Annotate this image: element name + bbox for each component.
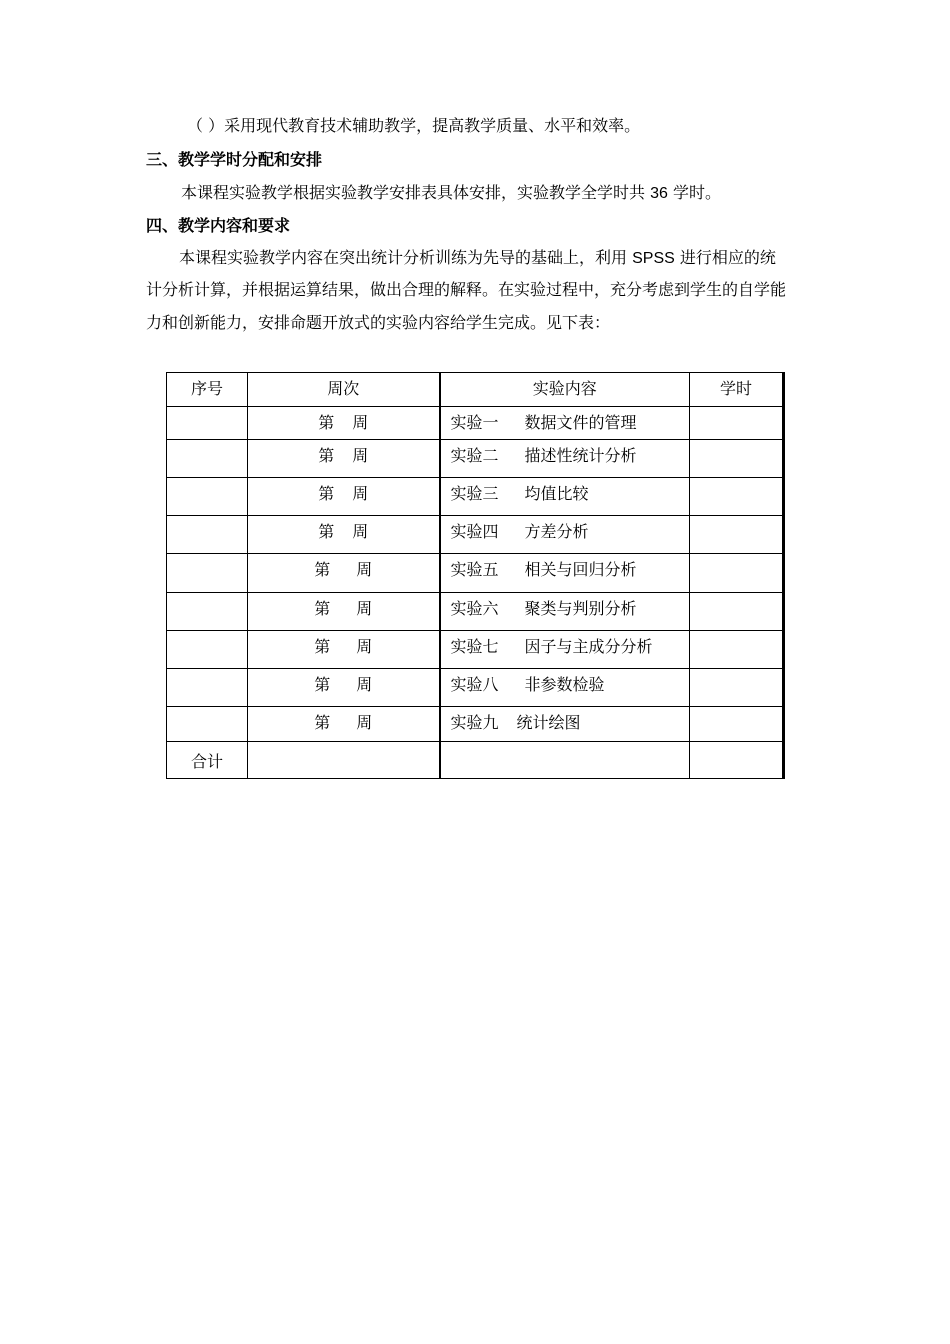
content-cell: 实验五 相关与回归分析	[440, 554, 690, 593]
week-cell: 第 周	[248, 593, 440, 631]
section-4-line-1-b: 进行相应的统	[679, 248, 776, 267]
header-hours: 学时	[690, 373, 784, 407]
content-cell: 实验八 非参数检验	[440, 669, 690, 707]
section-4-line-1	[179, 248, 776, 269]
table-row	[167, 554, 784, 593]
experiment-schedule-table	[166, 372, 785, 779]
week-cell: 第 周	[248, 707, 440, 742]
section-3-body-text-a: 本课程实验教学根据实验教学安排表具体安排，实验教学全学时共	[181, 183, 646, 202]
table-header-row	[167, 373, 784, 407]
hours-cell	[690, 440, 784, 478]
section-4-line-1-a: 本课程实验教学内容在突出统计分析训练为先导的基础上，利用	[179, 248, 628, 267]
table-total-row	[167, 742, 784, 779]
content-cell: 实验三 均值比较	[440, 478, 690, 516]
content-cell: 实验九 统计绘图	[440, 707, 690, 742]
week-cell: 第 周	[248, 407, 440, 440]
table-row	[167, 707, 784, 742]
index-cell	[167, 554, 248, 593]
section-4-title: 四、教学内容和要求	[146, 216, 291, 235]
content-cell	[440, 742, 690, 779]
hours-cell	[690, 554, 784, 593]
table-row	[167, 593, 784, 631]
hours-cell	[690, 407, 784, 440]
index-cell	[167, 593, 248, 631]
index-cell	[167, 707, 248, 742]
content-cell: 实验七 因子与主成分分析	[440, 631, 690, 669]
hours-cell	[690, 516, 784, 554]
total-label-cell: 合计	[167, 742, 248, 779]
week-cell: 第 周	[248, 631, 440, 669]
section-4-line-2: 计分析计算，并根据运算结果，做出合理的解释。在实验过程中，充分考虑到学生的自学能	[146, 280, 787, 299]
index-cell	[167, 516, 248, 554]
table-row	[167, 440, 784, 478]
table-row	[167, 631, 784, 669]
header-week: 周次	[248, 373, 440, 407]
week-cell: 第 周	[248, 478, 440, 516]
section-3-body-text-b: 学时。	[673, 183, 722, 202]
week-cell: 第 周	[248, 516, 440, 554]
index-cell	[167, 669, 248, 707]
content-cell: 实验四 方差分析	[440, 516, 690, 554]
hours-cell	[690, 593, 784, 631]
content-cell: 实验六 聚类与判别分析	[440, 593, 690, 631]
index-cell	[167, 440, 248, 478]
hours-cell	[690, 478, 784, 516]
header-index: 序号	[167, 373, 248, 407]
section-3-hours: 36	[650, 185, 668, 202]
hours-cell	[690, 707, 784, 742]
hours-cell	[690, 669, 784, 707]
section-4-line-3: 力和创新能力，安排命题开放式的实验内容给学生完成。见下表：	[146, 313, 611, 332]
table-row	[167, 407, 784, 440]
hours-cell	[690, 742, 784, 779]
table-row	[167, 669, 784, 707]
content-cell: 实验一 数据文件的管理	[440, 407, 690, 440]
hours-cell	[690, 631, 784, 669]
spss-term: SPSS	[632, 250, 675, 267]
content-cell: 实验二 描述性统计分析	[440, 440, 690, 478]
week-cell: 第 周	[248, 440, 440, 478]
table-row	[167, 478, 784, 516]
teaching-method-item: （ ）采用现代教育技术辅助教学，提高教学质量、水平和效率。	[187, 116, 641, 135]
index-cell	[167, 478, 248, 516]
section-3-title: 三、教学学时分配和安排	[146, 150, 323, 169]
section-3-body	[181, 183, 721, 204]
index-cell	[167, 407, 248, 440]
header-content: 实验内容	[440, 373, 690, 407]
table-row	[167, 516, 784, 554]
week-cell	[248, 742, 440, 779]
week-cell: 第 周	[248, 554, 440, 593]
week-cell: 第 周	[248, 669, 440, 707]
index-cell	[167, 631, 248, 669]
